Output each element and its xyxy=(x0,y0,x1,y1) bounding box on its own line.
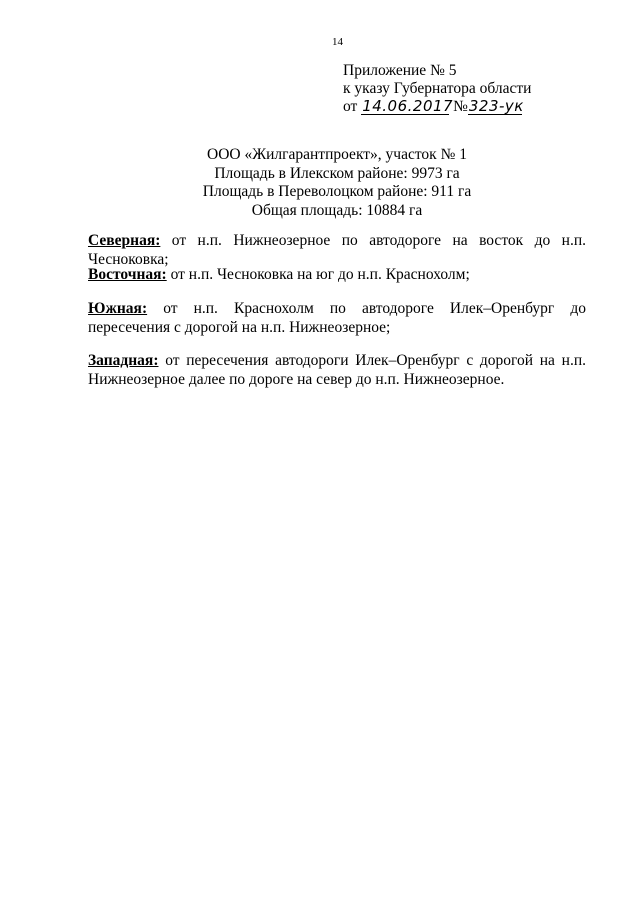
area-perevolotsk: Площадь в Переволоцком районе: 911 га xyxy=(202,183,472,200)
appendix-date-line xyxy=(343,98,531,116)
appendix-title: Приложение № 5 xyxy=(343,62,457,79)
area-total: Общая площадь: 10884 га xyxy=(251,201,423,219)
number-prefix: № xyxy=(453,98,468,115)
appendix-header xyxy=(343,62,531,116)
boundary-west xyxy=(88,351,586,389)
boundary-south xyxy=(88,299,586,337)
boundary-east-text: от н.п. Чесноковка на юг до н.п. Краснохолм; xyxy=(166,266,470,283)
boundary-east-label: Восточная: xyxy=(88,266,167,283)
boundary-north-label: Северная: xyxy=(88,232,161,249)
boundary-north-text: от н.п. Нижнеозерное по автодороге на восток до н.п. Чесноковка; xyxy=(88,232,586,268)
site-title-block xyxy=(88,146,586,220)
company-plot-title: ООО «Жилгарантпроект», участок № 1 xyxy=(207,146,467,163)
boundary-west-text: от пересечения автодороги Илек–Оренбург с дорогой на н.п. Нижнеозерное далее по дороге на север до н.п. Нижнеозерное. xyxy=(88,352,586,388)
area-ilek: Площадь в Илекском районе: 9973 га xyxy=(214,164,460,182)
boundary-north xyxy=(88,231,586,269)
handwritten-number: 323-ук xyxy=(468,97,524,115)
boundary-east xyxy=(88,265,586,284)
page-number: 14 xyxy=(332,36,343,48)
handwritten-date: 14.06.2017 xyxy=(362,97,454,115)
boundary-south-text: от н.п. Краснохолм по автодороге Илек–Оренбург до пересечения с дорогой на н.п. Нижнеозерное; xyxy=(88,300,586,336)
date-prefix: от xyxy=(343,98,358,115)
boundary-west-label: Западная: xyxy=(88,352,159,369)
appendix-decree-ref: к указу Губернатора области xyxy=(343,80,532,97)
boundary-south-label: Южная: xyxy=(88,300,148,317)
